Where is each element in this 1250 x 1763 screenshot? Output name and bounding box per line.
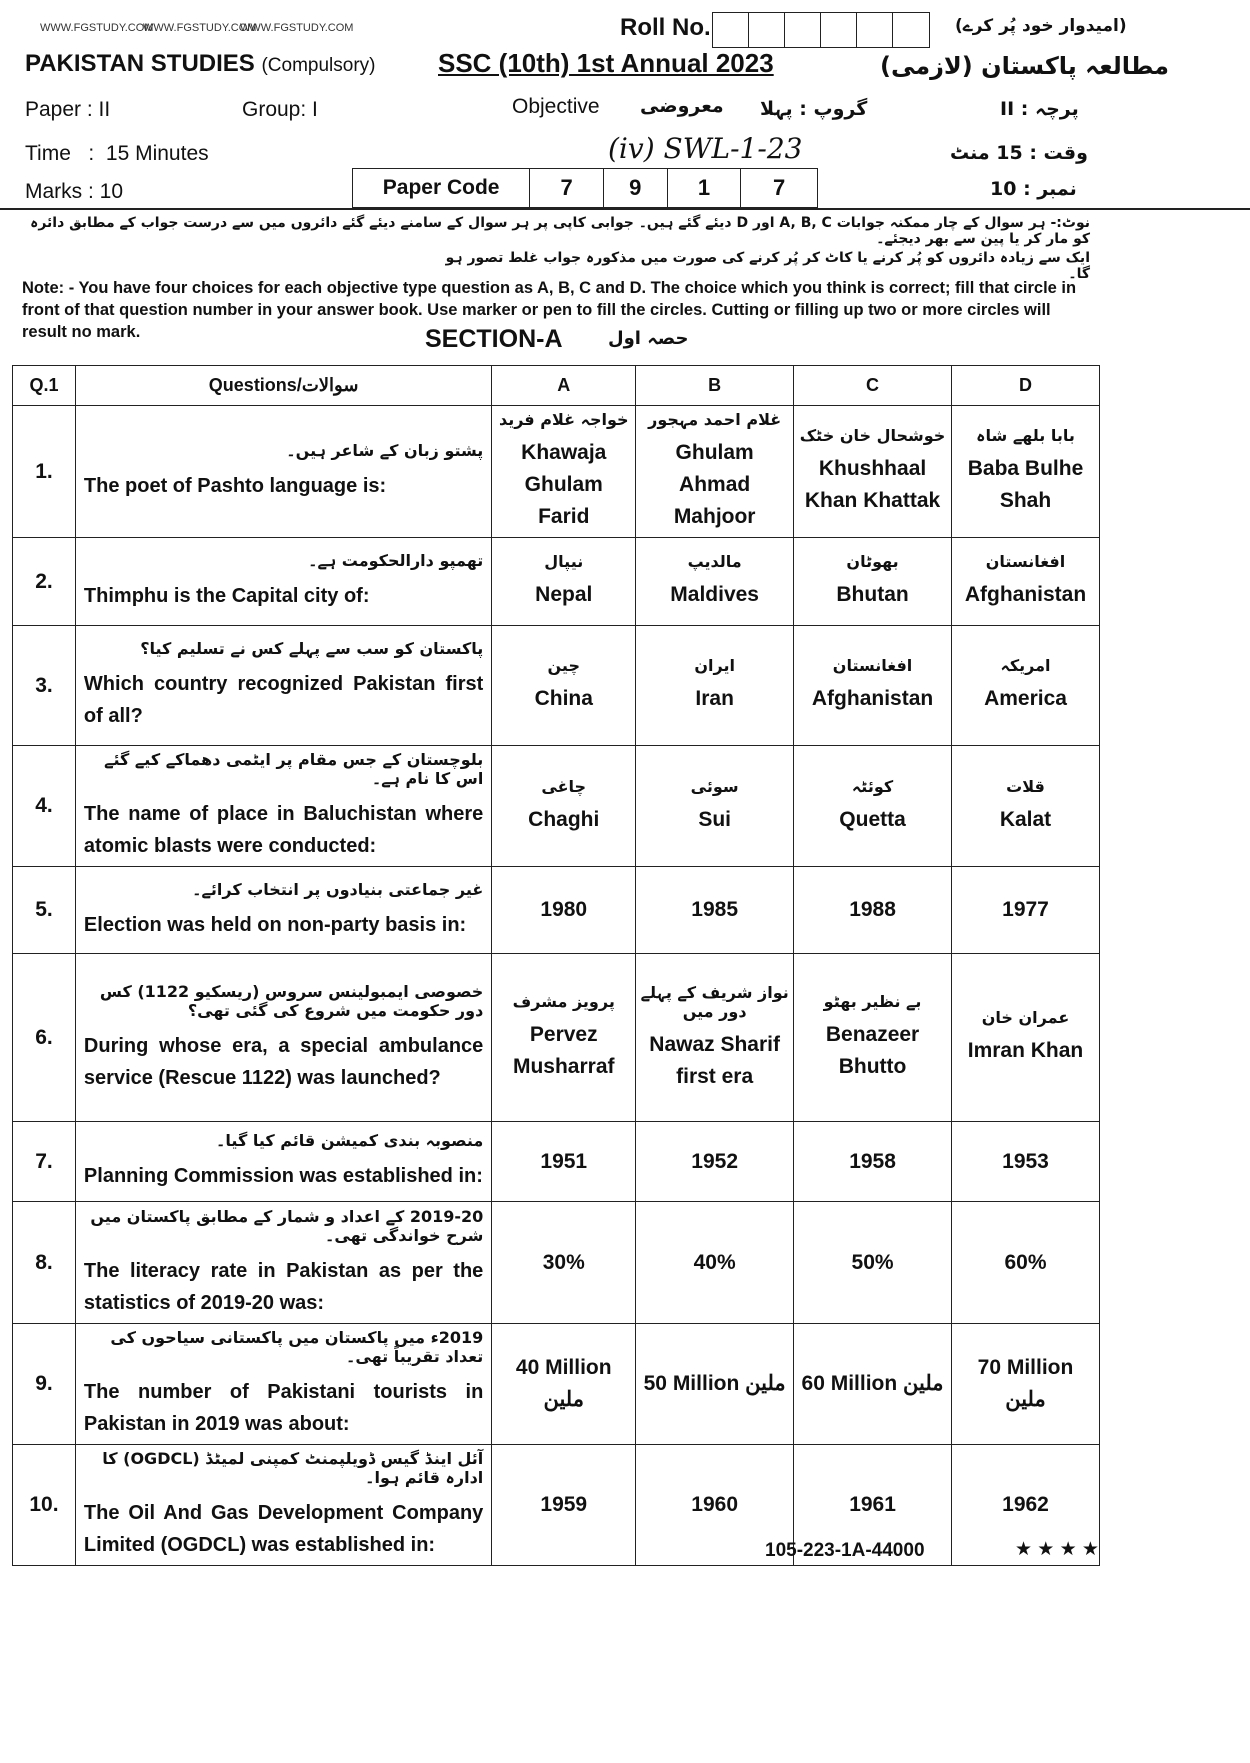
note-urdu-2: ایک سے زیادہ دائروں کو پُر کرنے یا کاٹ کر پُر کرنے کی صورت میں مذکورہ جواب غلط تصور ہو گا۔ <box>445 250 1090 282</box>
question-row <box>13 954 1100 1122</box>
option-a <box>492 406 636 538</box>
option-c <box>794 626 952 746</box>
option-english: Nepal <box>535 583 593 606</box>
option-d <box>952 1324 1100 1445</box>
subject-title: PAKISTAN STUDIES (Compulsory) <box>25 50 376 77</box>
option-urdu: امریکہ <box>1000 656 1051 675</box>
header-c: C <box>794 366 952 406</box>
option-b <box>636 538 794 626</box>
paper-code-digit: 9 <box>604 169 668 207</box>
note-english: Note: - You have four choices for each objective type question as A, B, C and D. The choice which you think is correct; fill that circle in front of that question number in your answer book. Use marker or pen to fill the circles. Cutting or filling up two or more circles will result no mark. <box>22 279 1077 341</box>
option-c <box>794 1122 952 1202</box>
option-b <box>636 1202 794 1324</box>
handwritten-code: (iv) SWL-1-23 <box>608 132 803 165</box>
header-d: D <box>952 366 1100 406</box>
question-row <box>13 1324 1100 1445</box>
question-row <box>13 406 1100 538</box>
option-b <box>636 406 794 538</box>
option-d <box>952 954 1100 1122</box>
paper-code-digit: 7 <box>773 175 786 200</box>
option-a <box>492 538 636 626</box>
option-urdu: پرویز مشرف <box>512 992 615 1011</box>
option-english: Baba Bulhe Shah <box>967 457 1084 512</box>
question-number: 4. <box>13 746 76 867</box>
option-english: Benazeer Bhutto <box>825 1023 920 1078</box>
paper-code-digit: 1 <box>668 169 742 207</box>
option-english: 1959 <box>540 1493 588 1516</box>
question-urdu: پاکستان کو سب سے پہلے کس نے تسلیم کیا؟ <box>140 639 484 658</box>
paper-urdu: پرچہ : II <box>1000 98 1079 120</box>
option-urdu: افغانستان <box>985 552 1066 571</box>
option-english: China <box>534 687 593 710</box>
option-urdu: خواجہ غلام فرید <box>498 410 629 429</box>
option-english: 50% <box>851 1250 894 1274</box>
question-english: Which country recognized Pakistan first of all? <box>83 673 484 727</box>
question-urdu: پشتو زبان کے شاعر ہیں۔ <box>286 441 484 460</box>
option-english: 1962 <box>1002 1493 1049 1516</box>
question-urdu: خصوصی ایمبولینس سروس (ریسکیو 1122) کس دور حکومت میں شروع کی گئی تھی؟ <box>99 981 484 1020</box>
option-c <box>794 867 952 954</box>
option-urdu: افغانستان <box>832 656 913 675</box>
question-english: The name of place in Baluchistan where atomic blasts were conducted: <box>83 803 484 857</box>
option-english: 1985 <box>691 898 738 921</box>
option-english: 1988 <box>849 898 896 921</box>
subject-title-urdu: مطالعہ پاکستان (لازمی) <box>880 52 1170 80</box>
question-english: The Oil And Gas Development Company Limited (OGDCL) was established in: <box>83 1502 484 1556</box>
option-d <box>952 1122 1100 1202</box>
option-english: Afghanistan <box>964 583 1087 606</box>
option-a <box>492 746 636 867</box>
option-b <box>636 626 794 746</box>
option-d <box>952 406 1100 538</box>
option-c <box>794 1202 952 1324</box>
option-urdu: خوشحال خان خٹک <box>799 426 946 445</box>
option-a <box>492 626 636 746</box>
marks-urdu: نمبر : 10 <box>990 178 1077 200</box>
option-english: Bhutan <box>836 583 909 606</box>
question-row <box>13 626 1100 746</box>
option-a <box>492 1202 636 1324</box>
option-a <box>492 1445 636 1566</box>
option-urdu: بھوٹان <box>846 552 899 571</box>
section-title: SECTION-A <box>425 325 563 353</box>
question-number: 8. <box>13 1202 76 1324</box>
question-number: 6. <box>13 954 76 1122</box>
option-urdu: چاغی <box>541 776 587 796</box>
option-english: 30% <box>542 1250 585 1274</box>
objective-label: Objective <box>512 95 600 118</box>
header-questions: Questions/سوالات <box>75 366 491 406</box>
header-qno: Q.1 <box>13 366 76 406</box>
option-english: Pervez Musharraf <box>512 1023 615 1078</box>
paper-code-box <box>352 168 818 208</box>
question-english: The poet of Pashto language is: <box>83 475 387 497</box>
option-urdu: ایران <box>694 656 735 675</box>
roll-note-urdu: (امیدوار خود پُر کرے) <box>955 16 1127 36</box>
option-english: 1960 <box>691 1493 738 1516</box>
paper-label: Paper : II <box>25 98 111 121</box>
option-english: Quetta <box>839 807 906 831</box>
question-urdu: تھمپو دارالحکومت ہے۔ <box>308 551 484 570</box>
option-d <box>952 1202 1100 1324</box>
option-d <box>952 538 1100 626</box>
question-english: Thimphu is the Capital city of: <box>83 585 370 607</box>
question-english: The number of Pakistani tourists in Pakistan in 2019 was about: <box>83 1381 484 1435</box>
question-english: The literacy rate in Pakistan as per the statistics of 2019-20 was: <box>83 1259 484 1314</box>
option-english: Nawaz Sharif first era <box>649 1032 780 1088</box>
paper-code-digit: 7 <box>530 169 604 207</box>
option-urdu: نواز شریف کے پہلے دور میں <box>640 982 789 1021</box>
watermark: WWW.FGSTUDY.COM <box>143 22 257 34</box>
roll-no-boxes[interactable] <box>712 12 930 48</box>
header-a: A <box>492 366 636 406</box>
question-urdu: بلوچستان کے جس مقام پر ایٹمی دھماکے کیے گئے اس کا نام ہے۔ <box>104 750 484 788</box>
question-row <box>13 1122 1100 1202</box>
question-english: Planning Commission was established in: <box>83 1165 483 1187</box>
group-urdu: گروپ : پہلا <box>760 98 868 120</box>
question-urdu: 2019-20 کے اعداد و شمار کے مطابق پاکستان میں شرح خواندگی تھی۔ <box>90 1206 484 1245</box>
option-english: 70 Million ملین <box>977 1356 1074 1411</box>
watermark: WWW.FGSTUDY.COM <box>240 22 354 34</box>
question-number: 10. <box>13 1445 76 1566</box>
option-d <box>952 626 1100 746</box>
question-urdu: 2019ء میں پاکستان میں پاکستانی سیاحوں کی تعداد تقریباً تھی۔ <box>110 1328 484 1366</box>
option-c <box>794 1324 952 1445</box>
option-english: Maldives <box>670 583 759 606</box>
option-urdu: بے نظیر بھٹو <box>823 992 922 1011</box>
question-urdu: غیر جماعتی بنیادوں پر انتخاب کرائے۔ <box>192 879 484 899</box>
option-english: Khawaja Ghulam Farid <box>521 441 607 528</box>
option-urdu: عمران خان <box>981 1008 1070 1027</box>
section-title-urdu: حصہ اول <box>608 328 689 349</box>
question-number: 5. <box>13 867 76 954</box>
option-english: 40 Million ملین <box>515 1356 612 1411</box>
questions-table <box>12 365 1100 1566</box>
option-english: 1951 <box>540 1149 588 1173</box>
option-english: 1958 <box>849 1149 896 1173</box>
option-b <box>636 954 794 1122</box>
option-english: Sui <box>698 807 731 831</box>
exam-title: SSC (10th) 1st Annual 2023 <box>438 48 774 78</box>
question-number: 1. <box>13 406 76 538</box>
option-urdu: بابا بلھے شاہ <box>976 426 1075 445</box>
option-english: 50 Million ملین <box>643 1372 786 1395</box>
option-english: 1977 <box>1002 898 1049 921</box>
option-english: Kalat <box>999 807 1052 831</box>
option-b <box>636 1324 794 1445</box>
option-b <box>636 746 794 867</box>
option-english: Khushhaal Khan Khattak <box>804 457 941 512</box>
option-english: 60 Million ملین <box>801 1372 944 1395</box>
option-b <box>636 867 794 954</box>
option-d <box>952 746 1100 867</box>
option-urdu: مالدیپ <box>687 552 742 571</box>
divider <box>0 208 1250 210</box>
question-row <box>13 1445 1100 1566</box>
option-english: 60% <box>1004 1250 1047 1274</box>
roll-no-label: Roll No. <box>620 14 711 41</box>
question-number: 7. <box>13 1122 76 1202</box>
time-urdu: وقت : 15 منٹ <box>950 142 1088 164</box>
question-english: During whose era, a special ambulance service (Rescue 1122) was launched? <box>83 1034 484 1089</box>
question-row <box>13 538 1100 626</box>
option-b <box>636 1122 794 1202</box>
objective-urdu: معروضی <box>640 95 724 117</box>
group-label: Group: I <box>242 98 318 121</box>
question-row <box>13 746 1100 867</box>
option-english: 1952 <box>691 1149 738 1173</box>
option-urdu: غلام احمد مہجور <box>648 410 782 429</box>
question-urdu: آئل اینڈ گیس ڈویلپمنٹ کمپنی لمیٹڈ (OGDCL) کا ادارہ قائم ہوا۔ <box>102 1449 484 1487</box>
question-urdu: منصوبہ بندی کمیشن قائم کیا گیا۔ <box>216 1131 484 1150</box>
option-english: America <box>984 687 1067 710</box>
question-number: 9. <box>13 1324 76 1445</box>
option-urdu: قلات <box>1006 776 1045 796</box>
option-urdu: چین <box>547 656 580 675</box>
option-urdu: نیپال <box>544 552 584 571</box>
footer-code: 105-223-1A-44000 <box>765 1540 925 1561</box>
option-c <box>794 538 952 626</box>
option-a <box>492 954 636 1122</box>
question-english: Election was held on non-party basis in: <box>83 913 467 936</box>
option-c <box>794 406 952 538</box>
option-english: Chaghi <box>528 807 600 831</box>
option-a <box>492 867 636 954</box>
option-a <box>492 1122 636 1202</box>
header-b: B <box>636 366 794 406</box>
option-english: 1953 <box>1002 1149 1049 1173</box>
paper-code-label: Paper Code <box>353 169 530 207</box>
question-number: 2. <box>13 538 76 626</box>
time-label: Time : 15 Minutes <box>25 142 209 165</box>
watermark: WWW.FGSTUDY.COM <box>40 22 154 34</box>
option-a <box>492 1324 636 1445</box>
option-english: Imran Khan <box>967 1039 1084 1062</box>
option-c <box>794 746 952 867</box>
option-urdu: سوئی <box>690 776 739 796</box>
option-english: Afghanistan <box>811 687 934 710</box>
option-english: 1961 <box>849 1493 896 1516</box>
option-d <box>952 867 1100 954</box>
option-english: Ghulam Ahmad Mahjoor <box>673 441 756 528</box>
note-urdu-1: نوٹ:- ہر سوال کے چار ممکنہ جوابات A, B, C اور D دیئے گئے ہیں۔ جوابی کاپی پر ہر سوال کے سامنے دیئے گئے دائروں میں سے درست جواب کے مطابق دائرہ کو مار کر یا پین سے بھر دیجئے۔ <box>30 215 1090 247</box>
question-row <box>13 867 1100 954</box>
marks-label: Marks : 10 <box>25 180 124 203</box>
option-english: 1980 <box>540 898 588 921</box>
question-number: 3. <box>13 626 76 746</box>
option-english: 40% <box>693 1250 736 1274</box>
option-c <box>794 954 952 1122</box>
option-urdu: کوئٹہ <box>851 776 894 796</box>
footer-stars: ★ ★ ★ ★ <box>1015 1539 1099 1560</box>
option-english: Iran <box>695 687 734 710</box>
question-row <box>13 1202 1100 1324</box>
